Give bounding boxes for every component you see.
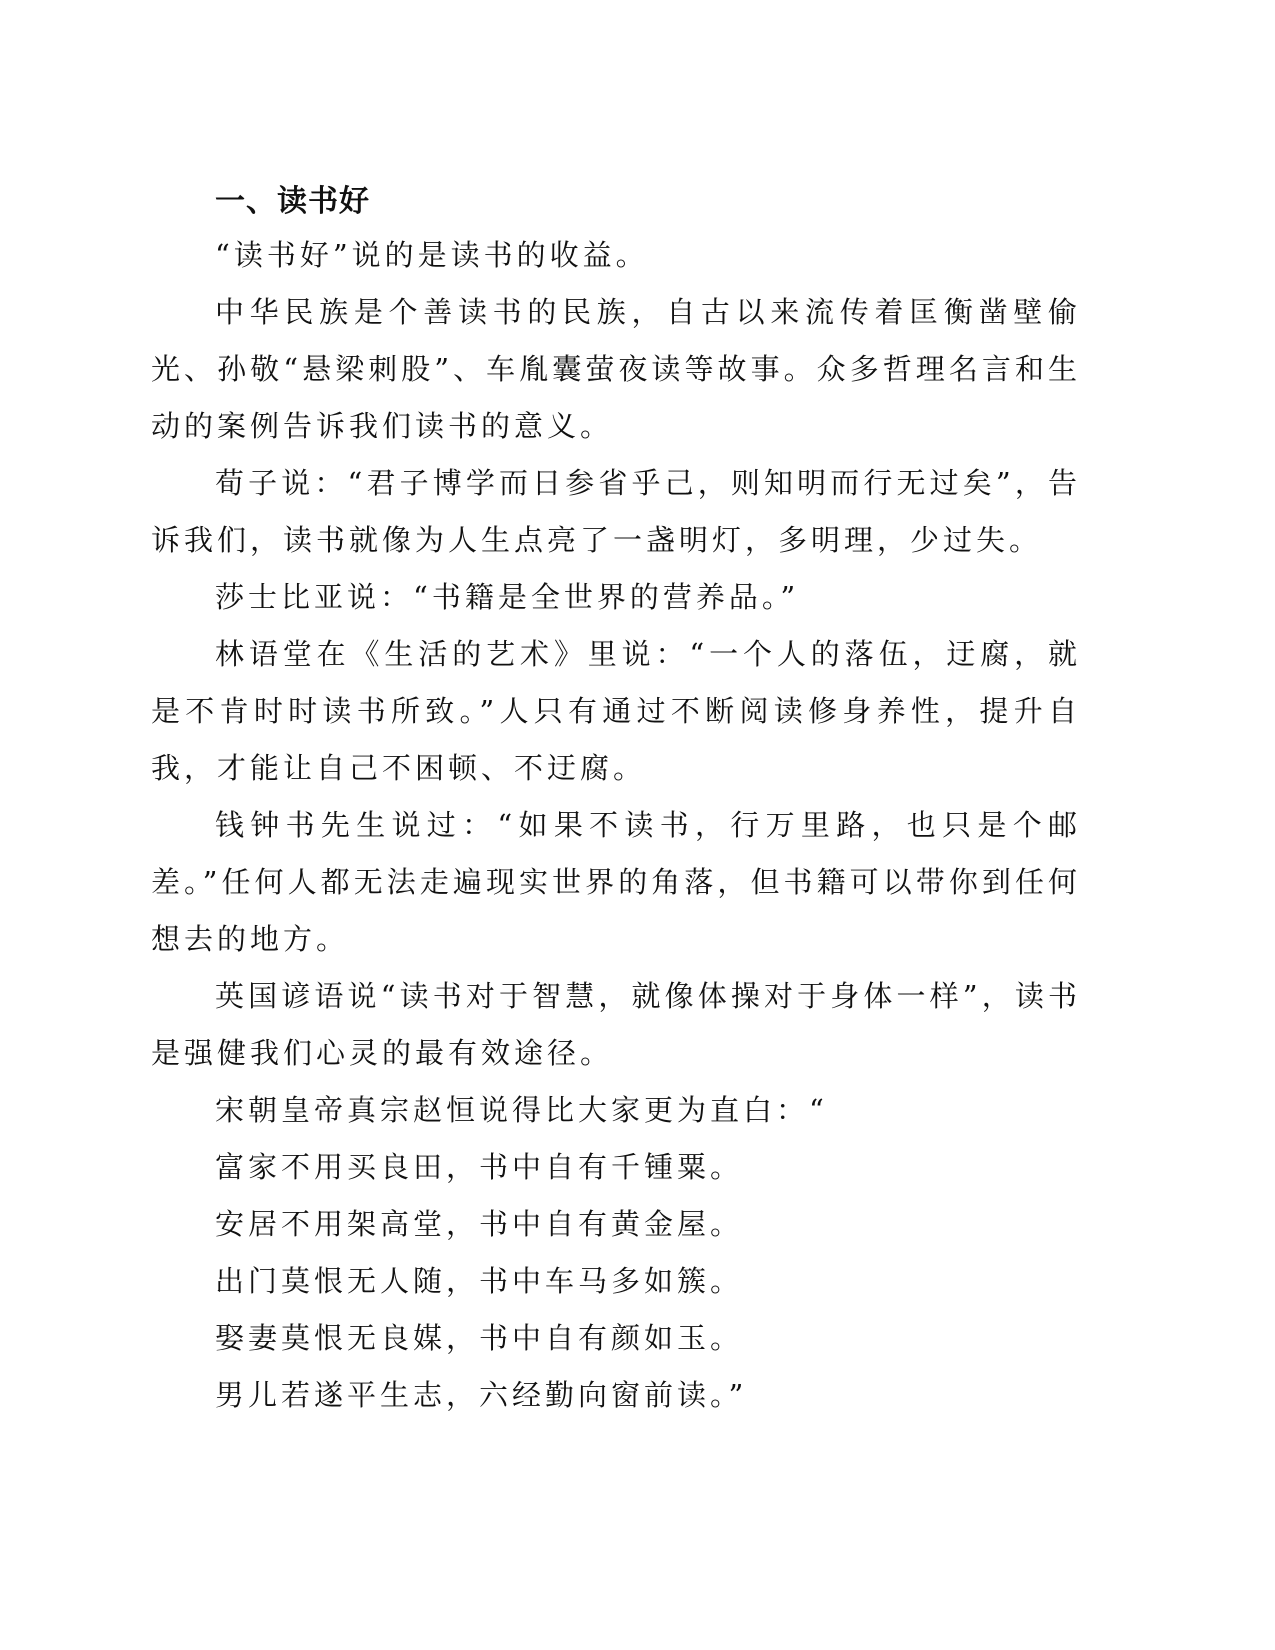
poem [151,1139,1081,1424]
paragraph-intro: “读书好”说的是读书的收益。 [215,238,649,272]
poem-line: 富家不用买良田，书中自有千锺粟。 [215,1150,744,1184]
poem-line: 男儿若遂平生志，六经勤向窗前读。” [215,1378,748,1412]
paragraph-english-proverb: 英国谚语说“读书对于智慧，就像体操对于身体一样”，读书是强健我们心灵的最有效途径。 [151,979,1081,1070]
poem-line: 安居不用架高堂，书中自有黄金屋。 [215,1207,744,1241]
section-heading: 一、读书好 [215,184,370,219]
poem-line: 出门莫恨无人随，书中车马多如簇。 [215,1264,744,1298]
paragraph-lin-yutang: 林语堂在《生活的艺术》里说：“一个人的落伍，迂腐，就是不肯时时读书所致。”人只有通过不断阅读修身养性，提升自我，才能让自己不困顿、不迂腐。 [151,637,1081,785]
paragraph-qian-zhongshu: 钱钟书先生说过：“如果不读书，行万里路，也只是个邮差。”任何人都无法走遍现实世界的角落，但书籍可以带你到任何想去的地方。 [151,808,1081,956]
document-body [151,177,1081,1424]
paragraph-shakespeare: 莎士比亚说：“书籍是全世界的营养品。” [215,580,800,614]
paragraph-chinese-nation: 中华民族是个善读书的民族，自古以来流传着匡衡凿壁偷光、孙敬“悬梁刺股”、车胤囊萤夜读等故事。众多哲理名言和生动的案例告诉我们读书的意义。 [151,295,1081,443]
paragraph-zhenzong: 宋朝皇帝真宗赵恒说得比大家更为直白：“ [215,1093,828,1127]
poem-line: 娶妻莫恨无良媒，书中自有颜如玉。 [215,1321,744,1355]
paragraph-xunzi: 荀子说：“君子博学而日参省乎己，则知明而行无过矣”，告诉我们，读书就像为人生点亮了一盏明灯，多明理，少过失。 [151,466,1081,557]
